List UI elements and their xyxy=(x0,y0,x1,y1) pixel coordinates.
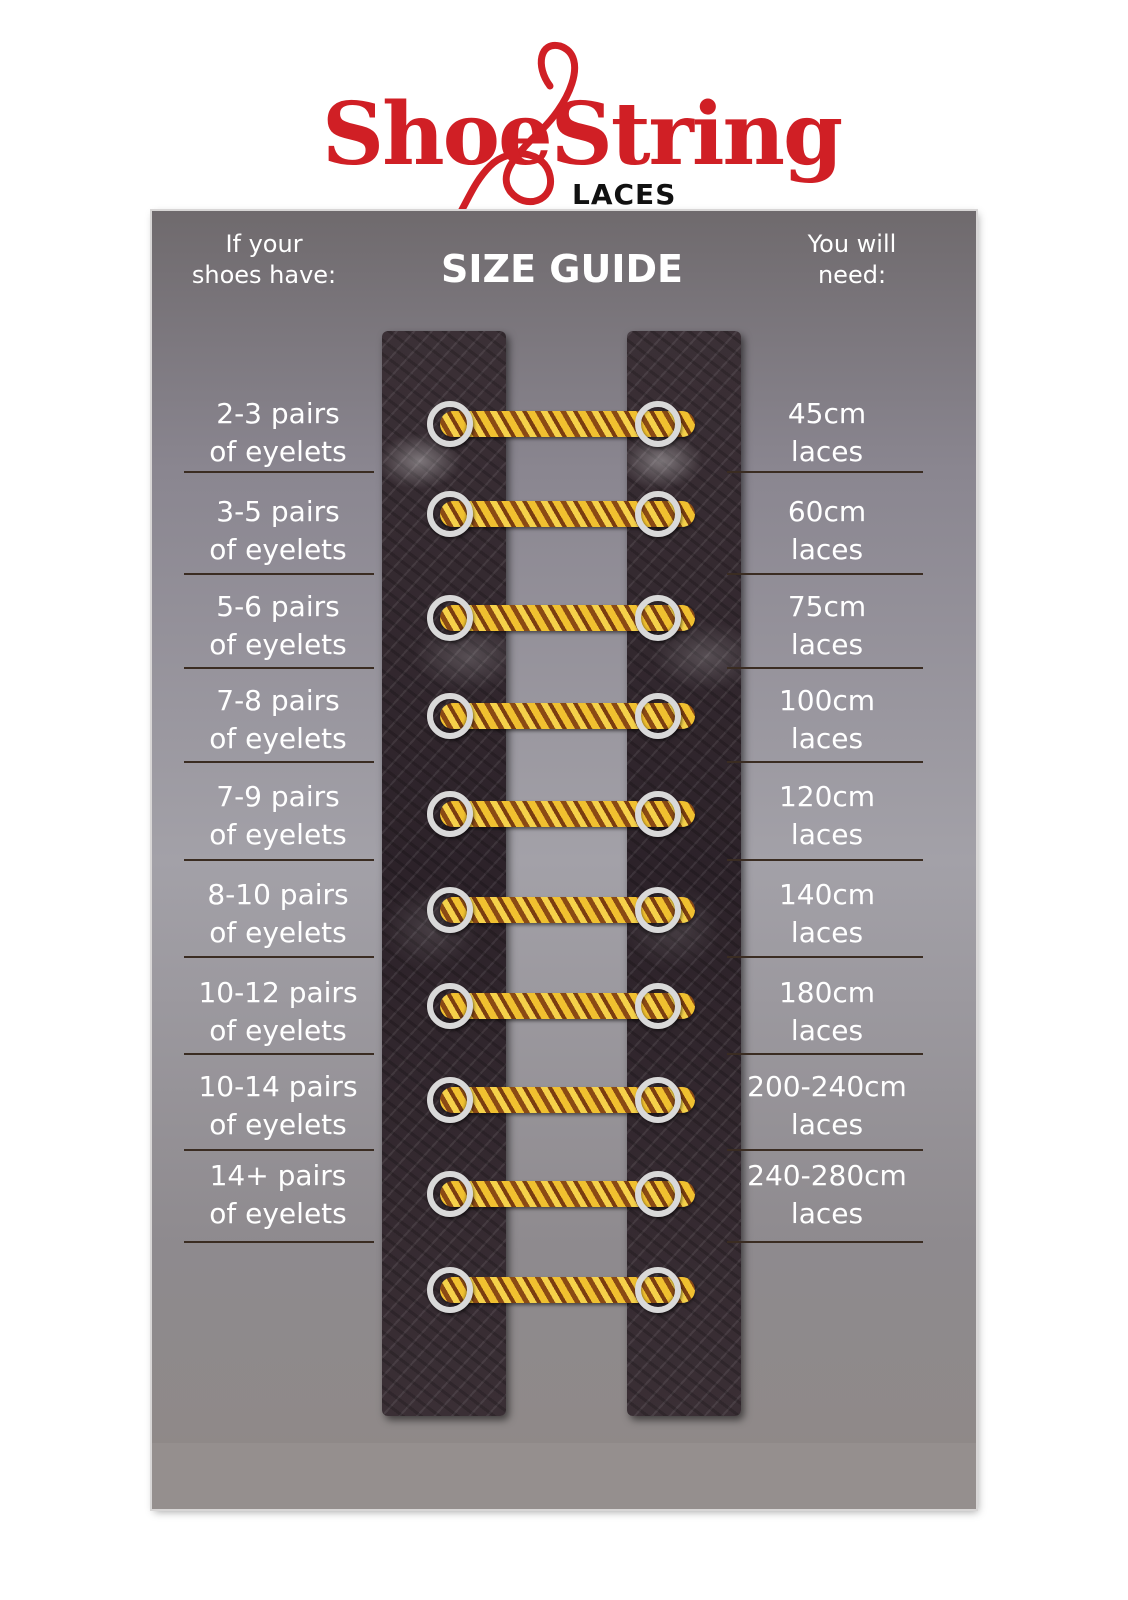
eyelets-label: 14+ pairs of eyelets xyxy=(209,1159,347,1230)
eyelets-label: 10-14 pairs of eyelets xyxy=(198,1070,358,1141)
eyelets-label: 7-9 pairs of eyelets xyxy=(209,780,347,851)
eyelets-label: 8-10 pairs of eyelets xyxy=(207,878,349,949)
row-divider-right xyxy=(727,859,923,861)
lace-length-label: 60cm laces xyxy=(787,495,867,566)
eyelet-icon xyxy=(427,595,473,641)
row-divider-left xyxy=(184,573,374,575)
size-guide-panel xyxy=(152,211,976,1509)
eyelet-icon xyxy=(635,491,681,537)
eyelet-icon xyxy=(427,1171,473,1217)
eyelet-icon xyxy=(635,401,681,447)
eyelet-icon xyxy=(635,983,681,1029)
eyelet-icon xyxy=(635,693,681,739)
lace-length-label: 45cm laces xyxy=(787,397,867,468)
eyelet-icon xyxy=(635,887,681,933)
right-column-header: You will need: xyxy=(807,230,897,289)
eyelet-icon xyxy=(635,1267,681,1313)
eyelet-icon xyxy=(635,791,681,837)
row-divider-right xyxy=(727,471,923,473)
row-divider-left xyxy=(184,1241,374,1243)
eyelet-icon xyxy=(635,595,681,641)
shoestring-logo xyxy=(300,20,842,230)
lace-length-label: 100cm laces xyxy=(778,684,876,755)
eyelet-icon xyxy=(427,401,473,447)
row-divider-left xyxy=(184,1149,374,1151)
eyelets-label: 7-8 pairs of eyelets xyxy=(209,684,347,755)
eyelets-label: 3-5 pairs of eyelets xyxy=(209,495,347,566)
lace-length-label: 140cm laces xyxy=(778,878,876,949)
lace-length-label: 120cm laces xyxy=(778,780,876,851)
eyelets-label: 10-12 pairs of eyelets xyxy=(198,976,358,1047)
brand-name: ShoeString xyxy=(322,84,842,185)
row-divider-right xyxy=(727,956,923,958)
row-divider-right xyxy=(727,1053,923,1055)
eyelet-icon xyxy=(427,1077,473,1123)
row-divider-left xyxy=(184,667,374,669)
eyelet-icon xyxy=(427,1267,473,1313)
row-divider-right xyxy=(727,573,923,575)
row-divider-right xyxy=(727,761,923,763)
lace-length-label: 180cm laces xyxy=(778,976,876,1047)
row-divider-right xyxy=(727,667,923,669)
left-column-header: If your shoes have: xyxy=(191,230,337,289)
eyelet-icon xyxy=(427,491,473,537)
row-divider-right xyxy=(727,1241,923,1243)
row-divider-left xyxy=(184,1053,374,1055)
row-divider-left xyxy=(184,761,374,763)
eyelet-icon xyxy=(635,1077,681,1123)
lace-length-label: 200-240cm laces xyxy=(747,1070,907,1141)
row-divider-left xyxy=(184,471,374,473)
eyelets-label: 2-3 pairs of eyelets xyxy=(209,397,347,468)
row-divider-right xyxy=(727,1149,923,1151)
lace-length-label: 75cm laces xyxy=(787,590,867,661)
lace-length-label: 240-280cm laces xyxy=(747,1159,907,1230)
row-divider-left xyxy=(184,859,374,861)
eyelet-icon xyxy=(427,791,473,837)
eyelet-icon xyxy=(427,887,473,933)
row-divider-left xyxy=(184,956,374,958)
brand-subtitle: LACES xyxy=(572,178,677,211)
eyelet-icon xyxy=(427,693,473,739)
size-guide-title: SIZE GUIDE xyxy=(441,247,683,291)
panel-footer xyxy=(152,1443,976,1509)
eyelet-icon xyxy=(427,983,473,1029)
eyelets-label: 5-6 pairs of eyelets xyxy=(209,590,347,661)
eyelet-icon xyxy=(635,1171,681,1217)
